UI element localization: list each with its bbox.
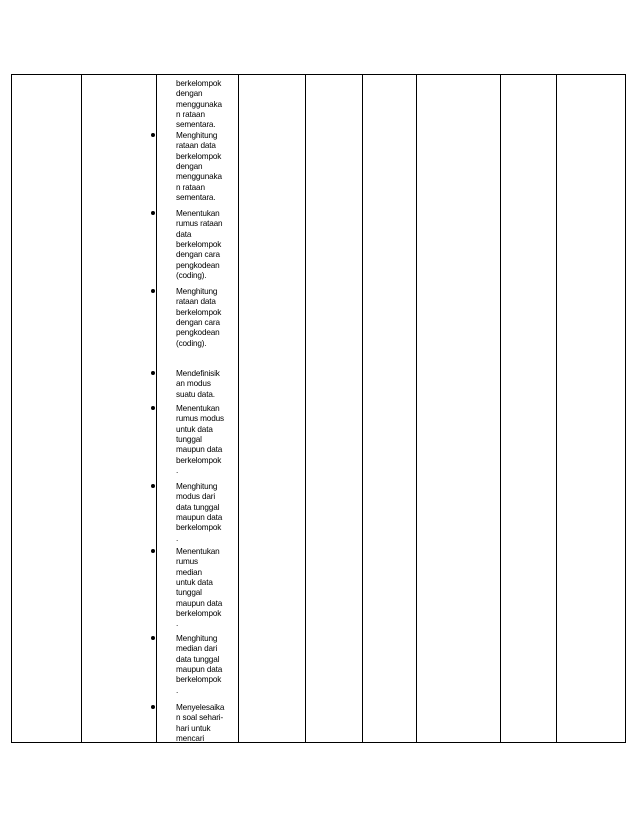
list-item-text: Menghitung modus dari data tunggal maupun data berkelompok . xyxy=(176,482,223,543)
column-divider-5 xyxy=(362,75,363,742)
bullet-icon xyxy=(151,484,155,488)
bullet-icon xyxy=(151,289,155,293)
list-item-text: Menghitung median dari data tunggal maupun data berkelompok . xyxy=(176,634,223,695)
column-divider-3 xyxy=(238,75,239,742)
bullet-icon xyxy=(151,211,155,215)
bullet-icon xyxy=(151,371,155,375)
bullet-icon xyxy=(151,406,155,410)
list-item-text: Menyelesaika n soal sehari- hari untuk mencari xyxy=(176,703,225,744)
table-frame xyxy=(11,74,626,743)
bullet-icon xyxy=(151,636,155,640)
column-divider-2 xyxy=(156,75,157,742)
bullet-icon xyxy=(151,549,155,553)
bullet-icon xyxy=(151,133,155,137)
column-divider-7 xyxy=(500,75,501,742)
column-divider-6 xyxy=(416,75,417,742)
list-item-text: Mendefinisik an modus suatu data. xyxy=(176,369,220,399)
column-divider-1 xyxy=(81,75,82,742)
bullet-icon xyxy=(151,705,155,709)
list-item-text: Menentukan rumus rataan data berkelompok dengan cara pengkodean (coding). xyxy=(176,209,223,281)
continuation-text-body: berkelompok dengan menggunaka n rataan sementara. xyxy=(176,79,222,130)
column-divider-4 xyxy=(305,75,306,742)
list-item-text: Menghitung rataan data berkelompok dengan cara pengkodean (coding). xyxy=(176,287,222,348)
list-item-text: Menentukan rumus median untuk data tunggal maupun data berkelompok . xyxy=(176,547,223,629)
list-item-text: Menentukan rumus modus untuk data tunggal maupun data berkelompok . xyxy=(176,404,224,476)
list-item-text: Menghitung rataan data berkelompok dengan menggunaka n rataan sementara. xyxy=(176,131,222,203)
column-divider-8 xyxy=(556,75,557,742)
